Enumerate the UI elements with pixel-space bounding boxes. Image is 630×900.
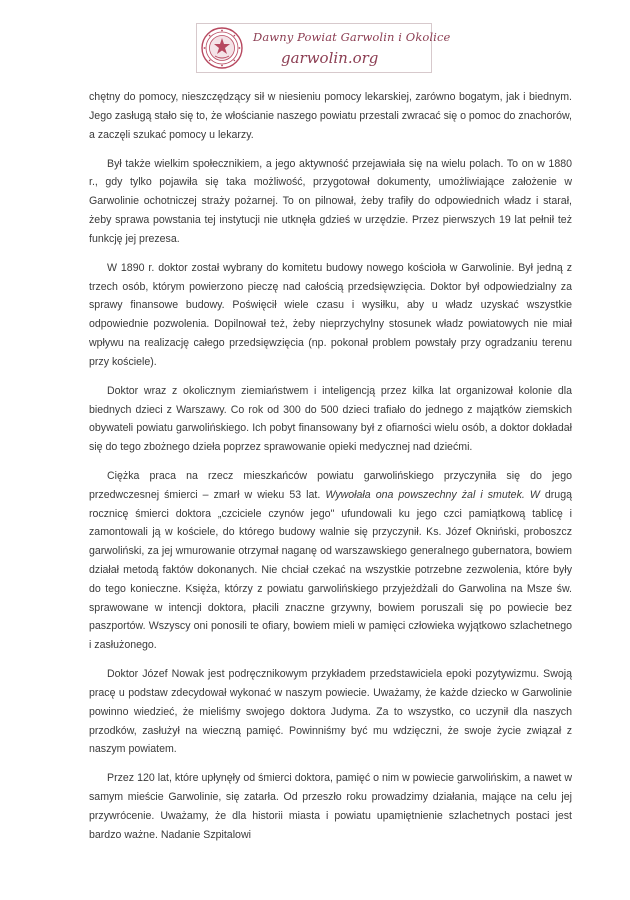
paragraph-2: Był także wielkim społecznikiem, a jego aktywność przejawiała się na wielu polach. To on w 1880 r., gdy tylko pojawiła się taka możliwość, przygotował dokumenty, umożliwiające założenie w Garwolinie ochotniczej straży pożarnej. To on pilnował, żeby trafiły do odpowiednich władz i starał, żeby sprawa powstania tej instytucji nie utknęła gdzieś w urzędzie. Przez pierwszych 19 lat pełnił też funkcję jej prezesa. — [89, 157, 572, 245]
seal-emblem-icon — [200, 26, 244, 70]
site-url[interactable]: garwolin.org — [281, 49, 379, 67]
paragraph-6: Doktor Józef Nowak jest podręcznikowym przykładem przedstawiciela epoki pozytywizmu. Swoją pracę u podstaw zdecydował wykonać w naszym powiecie. Uważamy, że każde dziecko w Garwolinie powinno wiedzieć, że mieliśmy swojego doktora Judyma. Za to wszystko, co uczynił dla naszych przodków, zasłużył na wieczną pamięć. Powinniśmy być mu wdzięczni, że swoje życie związał z naszym powiatem. — [89, 668, 572, 756]
site-header-banner — [196, 23, 451, 73]
document-body — [89, 88, 572, 855]
paragraph-3: W 1890 r. doktor został wybrany do komitetu budowy nowego kościoła w Garwolinie. Był jedną z trzech osób, którym powierzono pieczę nad całością przedsięwzięcia. Doktor był odpowiedzialny za sprawy finansowe budowy. Poświęcił wiele czasu i wysiłku, aby u władz uzyskać wszystkie odpowiednie pozwolenia. Dopilnował też, żeby nieprzychylny stosunek władz powiatowych nie miał wpływu na realizację całego przedsięwzięcia (np. pokonał problem powstały przy ogradzaniu terenu przy kościele). — [89, 261, 572, 368]
paragraph-5-start: Ciężka praca na rzecz mieszkańców powiatu garwolińskiego przyczyniła się do jego przedwczesnej śmierci – zmarł w wieku 53 lat. — [89, 470, 572, 501]
paragraph-5 — [89, 467, 572, 655]
paragraph-5-end: drugą rocznicę śmierci doktora „czciciele czynów jego" ufundowali ku jego czci pamiątkową tablicę i zamontowali ją w kościele, do którego budowy walnie się przyczynił. Ks. Józef Okniński, proboszcz garwoliński, za jej wmurowanie otrzymał naganę od warszawskiego generalnego gubernatora, bowiem działał metodą faktów dokonanych. Nie chciał czekać na wszystkie potrzebne zezwolenia, które były do tego konieczne. Księża, którzy z powiatu garwolińskiego przyjeżdżali do Garwolina na Msze św. sprawowane w intencji doktora, płacili znaczne grzywny, bowiem poruszali się po powiecie bez paszportów. Wszyscy oni ponosili te ofiary, bowiem mieli w pamięci człowieka wyjątkowo szlachetnego i zasłużonego. — [89, 488, 572, 652]
paragraph-1: chętny do pomocy, nieszczędzący sił w niesieniu pomocy lekarskiej, zarówno bogatym, jak i biednym. Jego zasługą stało się to, że włościanie naszego powiatu przestali zwracać się o pomoc do znachorów, a zaczęli szukać pomocy u lekarzy. — [89, 91, 572, 141]
site-title: Dawny Powiat Garwolin i Okolice — [253, 30, 451, 44]
paragraph-7: Przez 120 lat, które upłynęły od śmierci doktora, pamięć o nim w powiecie garwolińskim, a nawet w samym mieście Garwolinie, się zatarła. Od przeszło roku prowadzimy działania, mające na celu jej przywrócenie. Uważamy, że dla historii miasta i powiatu upamiętnienie szlachetnych postaci jest bardzo ważne. Nadanie Szpitalowi — [89, 772, 572, 841]
paragraph-4: Doktor wraz z okolicznym ziemiaństwem i inteligencją przez kilka lat organizował kolonie dla biednych dzieci z Warszawy. Co rok od 300 do 500 dzieci trafiało do jednego z majątków ziemskich obywateli powiatu garwolińskiego. Ich pobyt finansowany był z ofiarności wielu osób, a doktor dokładał się do tego zbożnego dzieła poprzez sprawowanie opieki medycznej nad dziećmi. — [89, 384, 572, 454]
paragraph-5-italic: Wywołała ona powszechny żal i smutek. W — [325, 488, 540, 501]
